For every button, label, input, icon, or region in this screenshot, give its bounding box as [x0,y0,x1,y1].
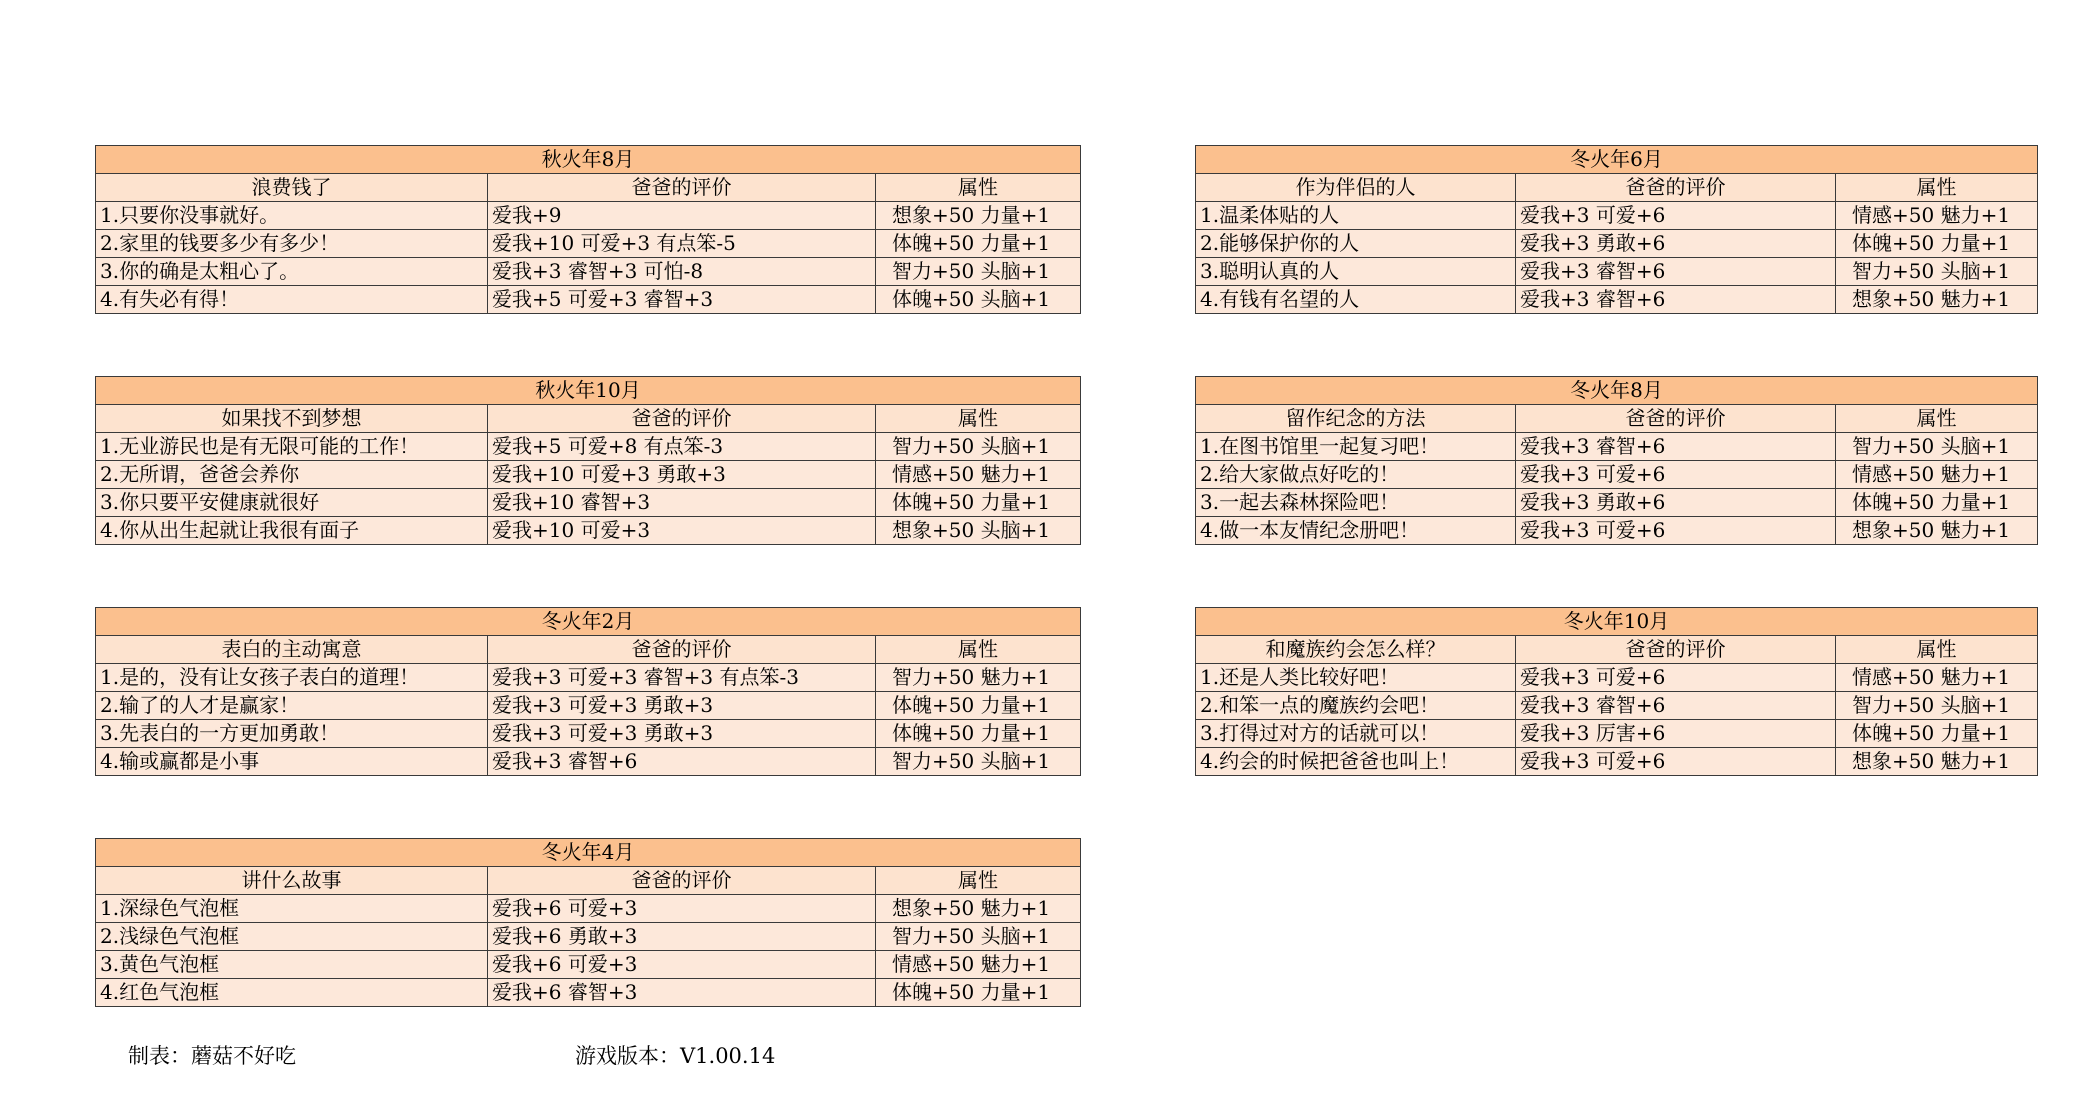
table-winter-aug [1195,376,2038,545]
table-row [96,979,1081,1007]
option-cell: 2.和笨一点的魔族约会吧！ [1196,692,1516,720]
option-cell: 4.有失必有得！ [96,286,488,314]
evaluation-cell: 爱我+3 可爱+6 [1516,664,1836,692]
attribute-cell: 智力+50 头脑+1 [876,923,1081,951]
evaluation-cell: 爱我+3 可爱+6 [1516,517,1836,545]
evaluation-cell: 爱我+3 可爱+6 [1516,461,1836,489]
table-row [1196,517,2038,545]
column-header-question: 表白的主动寓意 [96,636,488,664]
column-header-evaluation: 爸爸的评价 [1516,405,1836,433]
attribute-cell: 情感+50 魅力+1 [876,461,1081,489]
evaluation-cell: 爱我+3 睿智+6 [1516,286,1836,314]
option-cell: 3.黄色气泡框 [96,951,488,979]
attribute-cell: 体魄+50 力量+1 [1836,489,2038,517]
evaluation-cell: 爱我+9 [488,202,876,230]
evaluation-cell: 爱我+3 可爱+6 [1516,202,1836,230]
evaluation-cell: 爱我+3 睿智+6 [1516,433,1836,461]
game-version: 游戏版本：V1.00.14 [575,1044,776,1068]
table-row [96,517,1081,545]
column-header-evaluation: 爸爸的评价 [488,405,876,433]
option-cell: 2.家里的钱要多少有多少！ [96,230,488,258]
table-row [96,895,1081,923]
attribute-cell: 想象+50 魅力+1 [1836,517,2038,545]
option-cell: 4.红色气泡框 [96,979,488,1007]
option-cell: 1.还是人类比较好吧！ [1196,664,1516,692]
option-cell: 4.输或赢都是小事 [96,748,488,776]
option-cell: 1.无业游民也是有无限可能的工作！ [96,433,488,461]
option-cell: 3.先表白的一方更加勇敢！ [96,720,488,748]
table-winter-feb [95,607,1081,776]
attribute-cell: 想象+50 力量+1 [876,202,1081,230]
table-winter-jun [1195,145,2038,314]
table-title: 冬火年10月 [1196,608,2038,636]
column-header-attribute: 属性 [876,405,1081,433]
evaluation-cell: 爱我+10 睿智+3 [488,489,876,517]
option-cell: 4.有钱有名望的人 [1196,286,1516,314]
table-row [96,951,1081,979]
attribute-cell: 智力+50 头脑+1 [876,258,1081,286]
table-row [1196,230,2038,258]
table-title: 冬火年6月 [1196,146,2038,174]
table-row [96,923,1081,951]
evaluation-cell: 爱我+3 勇敢+6 [1516,489,1836,517]
table-row [96,748,1081,776]
evaluation-cell: 爱我+3 睿智+6 [1516,258,1836,286]
table-winter-oct [1195,607,2038,776]
evaluation-cell: 爱我+6 勇敢+3 [488,923,876,951]
option-cell: 4.约会的时候把爸爸也叫上！ [1196,748,1516,776]
attribute-cell: 情感+50 魅力+1 [876,951,1081,979]
evaluation-cell: 爱我+3 可爱+6 [1516,748,1836,776]
attribute-cell: 想象+50 魅力+1 [876,895,1081,923]
column-header-attribute: 属性 [876,636,1081,664]
table-autumn-oct [95,376,1081,545]
table-row [96,720,1081,748]
table-row [1196,202,2038,230]
column-header-question: 如果找不到梦想 [96,405,488,433]
attribute-cell: 智力+50 头脑+1 [876,433,1081,461]
table-row [1196,489,2038,517]
table-row [1196,433,2038,461]
evaluation-cell: 爱我+10 可爱+3 有点笨-5 [488,230,876,258]
option-cell: 1.温柔体贴的人 [1196,202,1516,230]
column-header-evaluation: 爸爸的评价 [1516,174,1836,202]
column-header-question: 浪费钱了 [96,174,488,202]
column-header-question: 留作纪念的方法 [1196,405,1516,433]
table-row [96,664,1081,692]
table-title: 秋火年8月 [96,146,1081,174]
column-header-attribute: 属性 [876,867,1081,895]
attribute-cell: 体魄+50 力量+1 [876,979,1081,1007]
option-cell: 2.浅绿色气泡框 [96,923,488,951]
evaluation-cell: 爱我+5 可爱+8 有点笨-3 [488,433,876,461]
option-cell: 1.是的，没有让女孩子表白的道理！ [96,664,488,692]
option-cell: 3.你的确是太粗心了。 [96,258,488,286]
attribute-cell: 想象+50 魅力+1 [1836,286,2038,314]
table-row [1196,258,2038,286]
column-header-attribute: 属性 [1836,636,2038,664]
option-cell: 3.打得过对方的话就可以！ [1196,720,1516,748]
evaluation-cell: 爱我+5 可爱+3 睿智+3 [488,286,876,314]
table-title: 冬火年8月 [1196,377,2038,405]
option-cell: 3.你只要平安健康就很好 [96,489,488,517]
option-cell: 1.深绿色气泡框 [96,895,488,923]
evaluation-cell: 爱我+3 可爱+3 勇敢+3 [488,692,876,720]
option-cell: 3.一起去森林探险吧！ [1196,489,1516,517]
attribute-cell: 体魄+50 力量+1 [876,230,1081,258]
evaluation-cell: 爱我+3 睿智+6 [488,748,876,776]
attribute-cell: 智力+50 头脑+1 [1836,692,2038,720]
column-header-question: 作为伴侣的人 [1196,174,1516,202]
evaluation-cell: 爱我+10 可爱+3 [488,517,876,545]
attribute-cell: 体魄+50 力量+1 [1836,230,2038,258]
attribute-cell: 情感+50 魅力+1 [1836,461,2038,489]
column-header-evaluation: 爸爸的评价 [488,174,876,202]
attribute-cell: 情感+50 魅力+1 [1836,664,2038,692]
attribute-cell: 体魄+50 力量+1 [876,720,1081,748]
option-cell: 2.能够保护你的人 [1196,230,1516,258]
column-header-question: 和魔族约会怎么样？ [1196,636,1516,664]
table-row [96,461,1081,489]
table-title: 冬火年2月 [96,608,1081,636]
table-row [1196,748,2038,776]
attribute-cell: 情感+50 魅力+1 [1836,202,2038,230]
evaluation-cell: 爱我+3 睿智+3 可怕-8 [488,258,876,286]
option-cell: 4.做一本友情纪念册吧！ [1196,517,1516,545]
table-title: 秋火年10月 [96,377,1081,405]
evaluation-cell: 爱我+6 可爱+3 [488,951,876,979]
table-row [1196,461,2038,489]
table-row [96,692,1081,720]
table-winter-apr [95,838,1081,1007]
attribute-cell: 想象+50 头脑+1 [876,517,1081,545]
evaluation-cell: 爱我+10 可爱+3 勇敢+3 [488,461,876,489]
option-cell: 4.你从出生起就让我很有面子 [96,517,488,545]
column-header-evaluation: 爸爸的评价 [488,636,876,664]
attribute-cell: 想象+50 魅力+1 [1836,748,2038,776]
option-cell: 2.无所谓，爸爸会养你 [96,461,488,489]
evaluation-cell: 爱我+3 勇敢+6 [1516,230,1836,258]
table-row [96,258,1081,286]
column-header-attribute: 属性 [1836,174,2038,202]
author-credit: 制表：蘑菇不好吃 [128,1044,296,1068]
evaluation-cell: 爱我+3 可爱+3 睿智+3 有点笨-3 [488,664,876,692]
option-cell: 1.只要你没事就好。 [96,202,488,230]
table-row [96,489,1081,517]
option-cell: 2.给大家做点好吃的！ [1196,461,1516,489]
table-row [1196,720,2038,748]
option-cell: 3.聪明认真的人 [1196,258,1516,286]
evaluation-cell: 爱我+3 可爱+3 勇敢+3 [488,720,876,748]
attribute-cell: 智力+50 头脑+1 [876,748,1081,776]
column-header-attribute: 属性 [1836,405,2038,433]
column-header-evaluation: 爸爸的评价 [488,867,876,895]
table-autumn-aug [95,145,1081,314]
attribute-cell: 体魄+50 头脑+1 [876,286,1081,314]
evaluation-cell: 爱我+6 睿智+3 [488,979,876,1007]
table-row [1196,286,2038,314]
attribute-cell: 智力+50 头脑+1 [1836,258,2038,286]
table-row [96,230,1081,258]
option-cell: 1.在图书馆里一起复习吧！ [1196,433,1516,461]
column-header-evaluation: 爸爸的评价 [1516,636,1836,664]
attribute-cell: 体魄+50 力量+1 [876,489,1081,517]
evaluation-cell: 爱我+3 厉害+6 [1516,720,1836,748]
attribute-cell: 体魄+50 力量+1 [876,692,1081,720]
evaluation-cell: 爱我+3 睿智+6 [1516,692,1836,720]
attribute-cell: 体魄+50 力量+1 [1836,720,2038,748]
table-title: 冬火年4月 [96,839,1081,867]
attribute-cell: 智力+50 魅力+1 [876,664,1081,692]
evaluation-cell: 爱我+6 可爱+3 [488,895,876,923]
attribute-cell: 智力+50 头脑+1 [1836,433,2038,461]
table-row [96,202,1081,230]
option-cell: 2.输了的人才是赢家！ [96,692,488,720]
table-row [96,286,1081,314]
table-row [1196,692,2038,720]
table-row [96,433,1081,461]
column-header-question: 讲什么故事 [96,867,488,895]
table-row [1196,664,2038,692]
column-header-attribute: 属性 [876,174,1081,202]
